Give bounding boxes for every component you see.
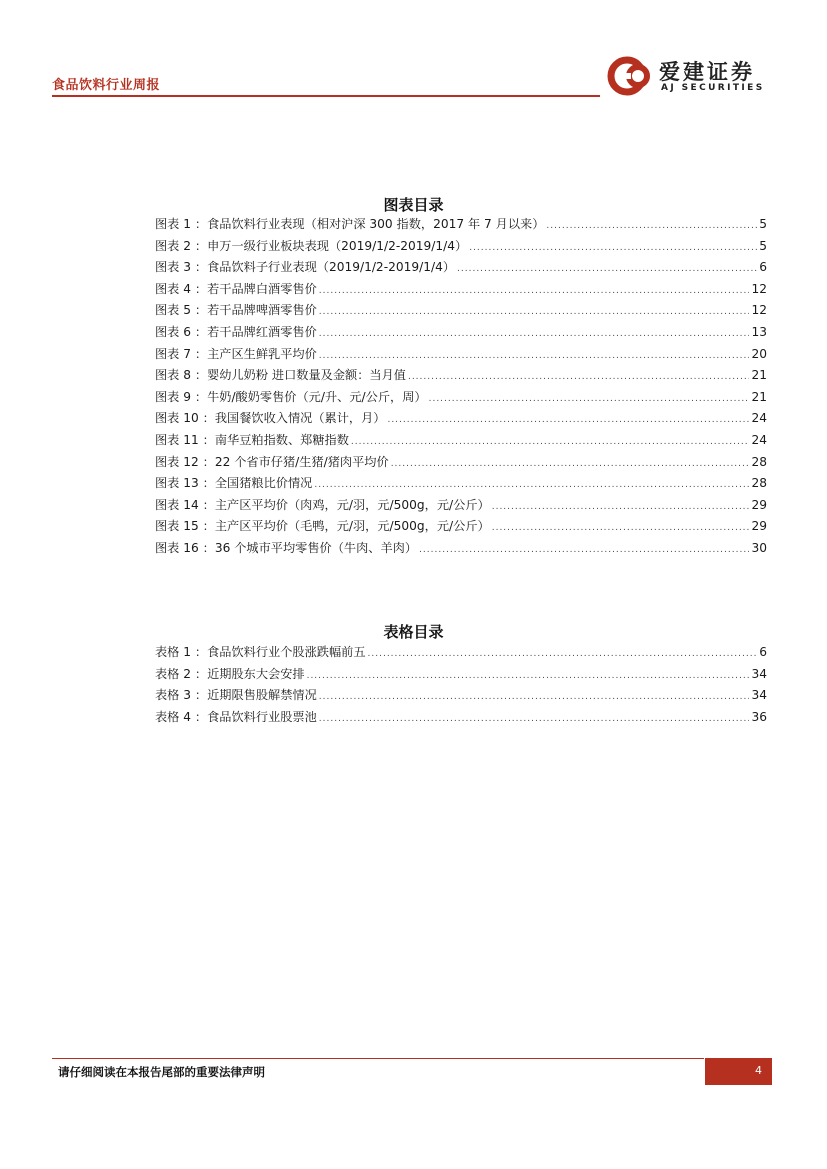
chart-entry-label: 图表 4 ： bbox=[155, 281, 208, 296]
chart-entry-label: 图表 13 ： bbox=[155, 476, 215, 491]
footer-divider bbox=[52, 1058, 704, 1059]
report-category-title: 食品饮料行业周报 bbox=[52, 78, 161, 93]
chart-entry-label: 图表 1 ： bbox=[155, 217, 208, 231]
logo-english-name: AJ SECURITIES bbox=[661, 83, 765, 93]
chart-entry-title: 我国餐饮收入情况（累计，月） bbox=[214, 411, 386, 426]
chart-entry-title: 若干品牌白酒零售价 bbox=[207, 281, 317, 296]
chart-entry-label: 图表 2 ： bbox=[155, 238, 208, 253]
table-toc-entry[interactable] bbox=[155, 643, 767, 665]
dot-leader bbox=[314, 480, 749, 490]
table-entry-title: 近期限售股解禁情况 bbox=[207, 688, 317, 703]
chart-entry-label: 图表 16 ： bbox=[155, 540, 215, 555]
logo-mark-icon bbox=[607, 56, 655, 96]
table-entry-page-number: 36 bbox=[751, 709, 767, 724]
chart-entry-title: 主产区平均价（肉鸡，元/羽，元/500g，元/公斤） bbox=[214, 497, 490, 512]
charts-toc-title: 图表目录 bbox=[383, 196, 444, 214]
logo-chinese-name: 爱建证券 bbox=[659, 60, 755, 84]
chart-entry-title: 全国猪粮比价情况 bbox=[214, 476, 313, 491]
chart-toc-entry[interactable] bbox=[155, 237, 767, 259]
chart-entry-label: 图表 14 ： bbox=[155, 497, 215, 512]
chart-entry-label: 图表 3 ： bbox=[155, 260, 208, 275]
chart-entry-title: 食品饮料子行业表现（2019/1/2-2019/1/4） bbox=[207, 260, 456, 275]
table-entry-page-number: 34 bbox=[751, 666, 767, 681]
chart-entry-label: 图表 15 ： bbox=[155, 519, 215, 534]
legal-disclaimer-notice: 请仔细阅读在本报告尾部的重要法律声明 bbox=[58, 1065, 265, 1079]
dot-leader bbox=[492, 523, 750, 533]
chart-toc-entry[interactable] bbox=[155, 539, 767, 561]
chart-entry-title: 申万一级行业板块表现（2019/1/2-2019/1/4） bbox=[207, 238, 468, 253]
chart-entry-title: 南华豆粕指数、郑糖指数 bbox=[214, 432, 349, 447]
chart-entry-page-number: 28 bbox=[751, 454, 767, 469]
table-toc-entry[interactable] bbox=[155, 686, 767, 708]
tables-toc-list bbox=[155, 643, 767, 729]
chart-entry-page-number: 12 bbox=[751, 281, 767, 296]
chart-toc-entry[interactable] bbox=[155, 496, 767, 518]
chart-entry-page-number: 5 bbox=[759, 217, 767, 231]
chart-entry-page-number: 12 bbox=[751, 303, 767, 318]
dot-leader bbox=[492, 502, 750, 512]
page-number: 4 bbox=[705, 1058, 772, 1085]
dot-leader bbox=[408, 372, 750, 382]
dot-leader bbox=[391, 459, 750, 469]
chart-toc-entry[interactable] bbox=[155, 409, 767, 431]
dot-leader bbox=[319, 714, 750, 724]
dot-leader bbox=[319, 286, 750, 296]
table-entry-title: 近期股东大会安排 bbox=[207, 666, 305, 681]
chart-entry-title: 主产区生鲜乳平均价 bbox=[207, 346, 317, 361]
chart-entry-title: 牛奶/酸奶零售价（元/升、元/公斤，周） bbox=[207, 389, 427, 404]
chart-entry-title: 若干品牌啤酒零售价 bbox=[207, 303, 317, 318]
chart-entry-page-number: 20 bbox=[751, 346, 767, 361]
chart-toc-entry[interactable] bbox=[155, 280, 767, 302]
dot-leader bbox=[457, 264, 757, 274]
chart-toc-entry[interactable] bbox=[155, 323, 767, 345]
dot-leader bbox=[319, 329, 750, 339]
chart-entry-label: 图表 11 ： bbox=[155, 432, 215, 447]
tables-toc-title: 表格目录 bbox=[383, 623, 444, 641]
dot-leader bbox=[351, 437, 750, 447]
chart-entry-page-number: 28 bbox=[751, 476, 767, 491]
table-entry-label: 表格 1 ： bbox=[155, 645, 208, 659]
dot-leader bbox=[307, 671, 750, 681]
chart-entry-title: 36 个城市平均零售价（牛肉、羊肉） bbox=[214, 540, 418, 555]
chart-toc-entry[interactable] bbox=[155, 258, 767, 280]
company-logo bbox=[607, 56, 777, 96]
table-entry-label: 表格 3 ： bbox=[155, 688, 208, 703]
charts-toc-list bbox=[155, 215, 767, 561]
chart-entry-title: 食品饮料行业表现（相对沪深 300 指数，2017 年 7 月以来） bbox=[207, 217, 545, 231]
table-entry-page-number: 6 bbox=[759, 645, 767, 659]
table-entry-label: 表格 4 ： bbox=[155, 709, 208, 724]
chart-toc-entry[interactable] bbox=[155, 301, 767, 323]
chart-toc-entry[interactable] bbox=[155, 345, 767, 367]
chart-toc-entry[interactable] bbox=[155, 366, 767, 388]
chart-entry-label: 图表 6 ： bbox=[155, 324, 208, 339]
dot-leader bbox=[319, 351, 750, 361]
table-toc-entry[interactable] bbox=[155, 708, 767, 730]
header-divider bbox=[52, 95, 600, 97]
table-entry-title: 食品饮料行业个股涨跌幅前五 bbox=[207, 645, 366, 659]
table-toc-entry[interactable] bbox=[155, 665, 767, 687]
chart-entry-page-number: 30 bbox=[751, 540, 767, 555]
dot-leader bbox=[319, 307, 750, 317]
chart-entry-page-number: 29 bbox=[751, 497, 767, 512]
chart-entry-title: 主产区平均价（毛鸭，元/羽，元/500g，元/公斤） bbox=[214, 519, 490, 534]
chart-entry-page-number: 5 bbox=[759, 238, 767, 253]
chart-entry-page-number: 6 bbox=[759, 260, 767, 275]
chart-entry-page-number: 21 bbox=[751, 389, 767, 404]
chart-entry-label: 图表 8 ： bbox=[155, 368, 208, 383]
chart-toc-entry[interactable] bbox=[155, 431, 767, 453]
chart-toc-entry[interactable] bbox=[155, 453, 767, 475]
dot-leader bbox=[429, 394, 750, 404]
dot-leader bbox=[368, 649, 758, 659]
chart-entry-label: 图表 10 ： bbox=[155, 411, 215, 426]
chart-entry-title: 若干品牌红酒零售价 bbox=[207, 324, 317, 339]
chart-entry-label: 图表 9 ： bbox=[155, 389, 208, 404]
dot-leader bbox=[419, 545, 749, 555]
dot-leader bbox=[469, 243, 757, 253]
chart-entry-page-number: 24 bbox=[751, 432, 767, 447]
chart-entry-page-number: 13 bbox=[751, 324, 767, 339]
chart-entry-label: 图表 12 ： bbox=[155, 454, 215, 469]
dot-leader bbox=[387, 415, 749, 425]
chart-entry-label: 图表 5 ： bbox=[155, 303, 208, 318]
chart-entry-title: 22 个省市仔猪/生猪/猪肉平均价 bbox=[214, 454, 389, 469]
table-entry-label: 表格 2 ： bbox=[155, 666, 208, 681]
chart-entry-label: 图表 7 ： bbox=[155, 346, 208, 361]
chart-toc-entry[interactable] bbox=[155, 215, 767, 237]
chart-toc-entry[interactable] bbox=[155, 388, 767, 410]
chart-toc-entry[interactable] bbox=[155, 517, 767, 539]
chart-toc-entry[interactable] bbox=[155, 474, 767, 496]
dot-leader bbox=[546, 221, 757, 231]
table-entry-title: 食品饮料行业股票池 bbox=[207, 709, 317, 724]
chart-entry-page-number: 24 bbox=[751, 411, 767, 426]
dot-leader bbox=[319, 692, 750, 702]
chart-entry-title: 婴幼儿奶粉 进口数量及金额：当月值 bbox=[207, 368, 406, 383]
table-entry-page-number: 34 bbox=[751, 688, 767, 703]
chart-entry-page-number: 21 bbox=[751, 368, 767, 383]
chart-entry-page-number: 29 bbox=[751, 519, 767, 534]
